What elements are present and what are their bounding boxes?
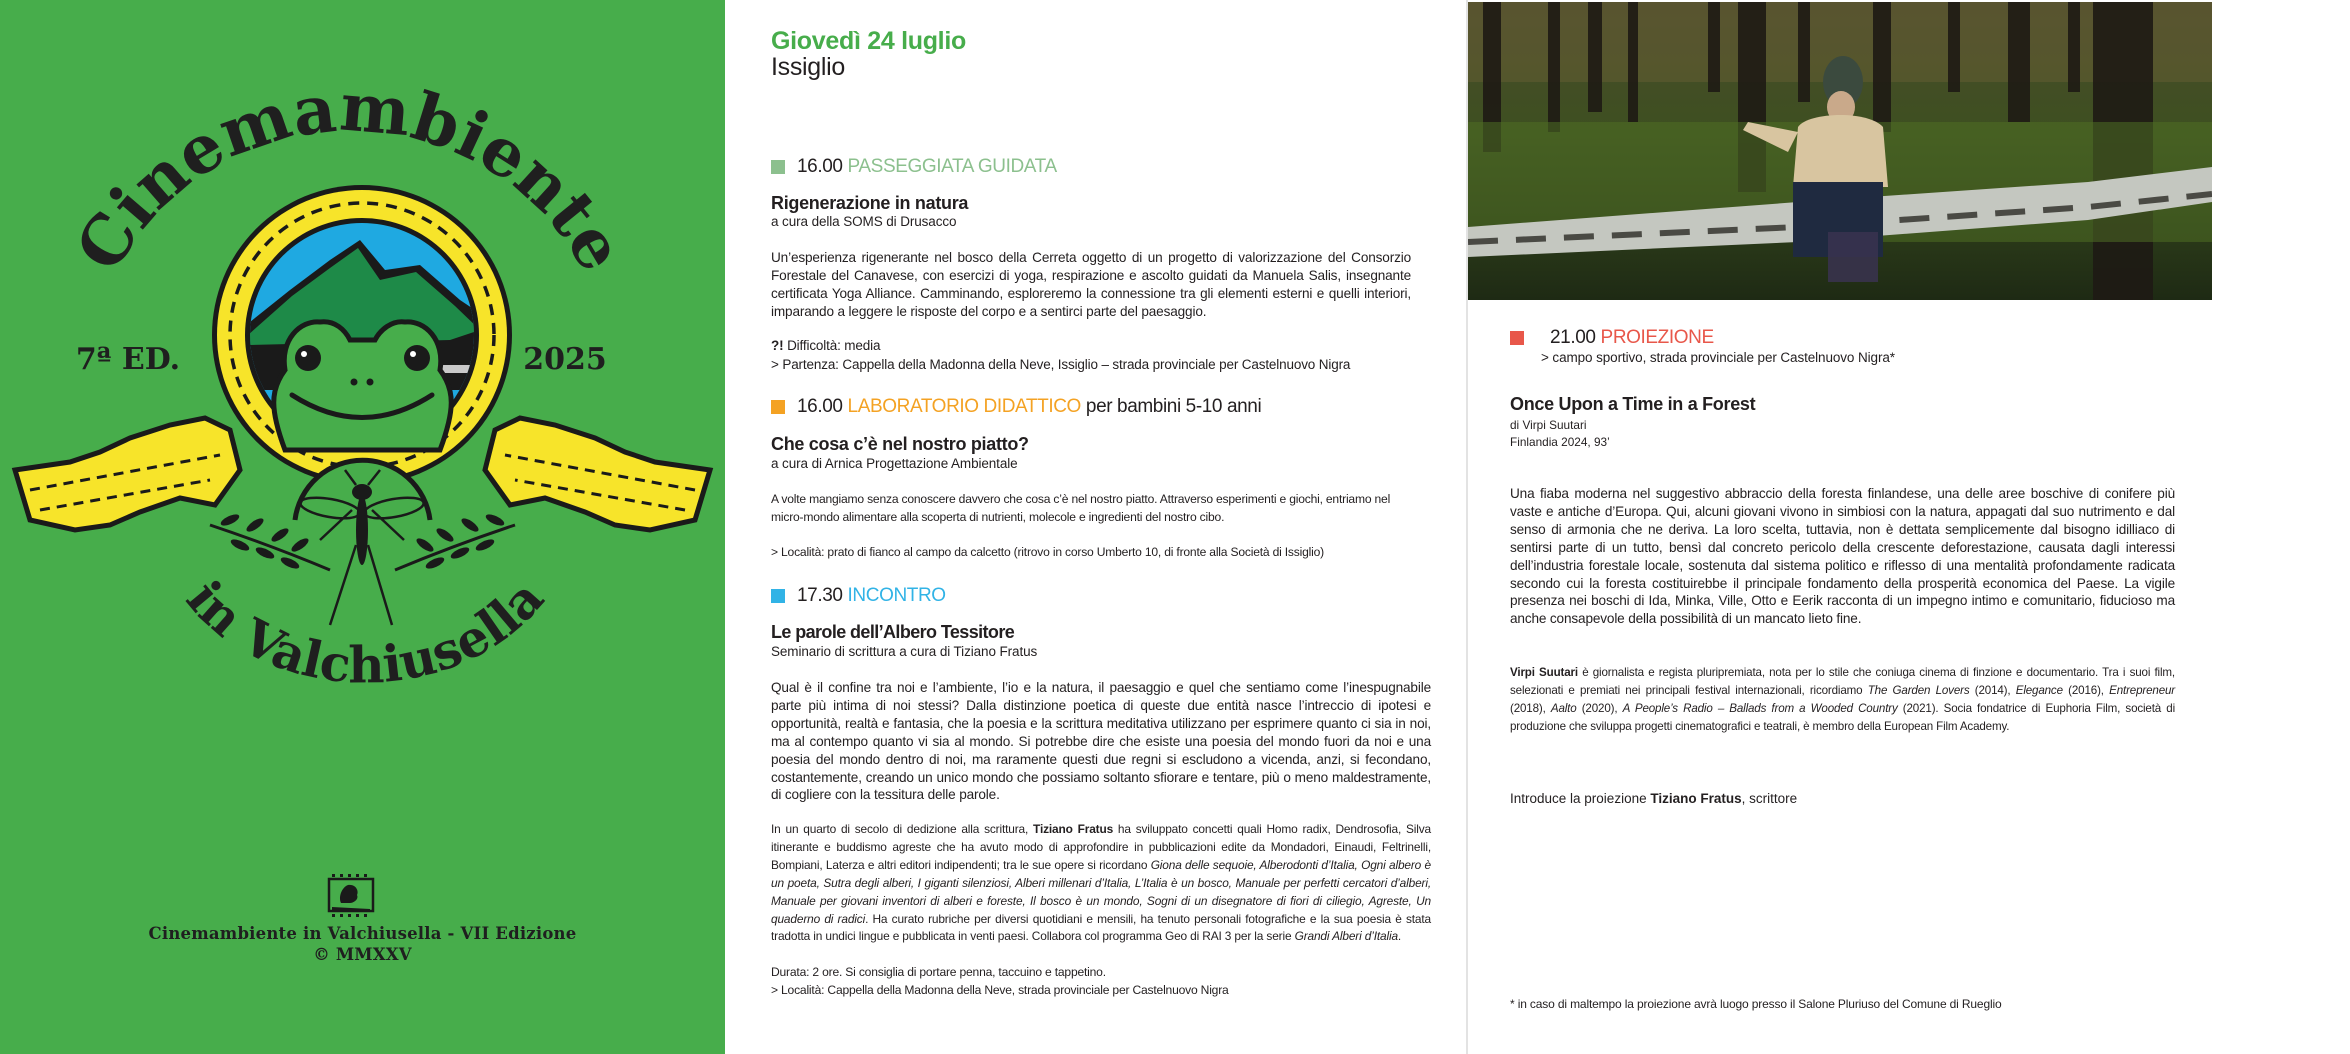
intro-suffix: , scrittore bbox=[1741, 791, 1798, 806]
event-audience: per bambini 5-10 anni bbox=[1085, 396, 1262, 417]
difficulty-text: Difficoltà: media bbox=[787, 338, 881, 353]
film-director: di Virpi Suutari bbox=[1510, 418, 1587, 432]
bio-year: (2016), bbox=[2062, 683, 2110, 697]
film-title: Once Upon a Time in a Forest bbox=[1510, 394, 1756, 414]
event-difficulty bbox=[771, 337, 880, 355]
cover-panel bbox=[0, 0, 725, 1054]
laurel-left bbox=[210, 512, 330, 571]
bio-year: (2021). Socia fondatrice di Euphoria Film, società di produzione che sviluppa progetti cinematografici e teatrali, è membro della European Film Academy. bbox=[1510, 701, 2175, 733]
film-ribbon-left bbox=[15, 418, 240, 530]
bio-film: Entrepreneur bbox=[2109, 683, 2176, 697]
event-time: 16.00 bbox=[797, 396, 843, 417]
event-subtitle: Seminario di scrittura a cura di Tiziano Fratus bbox=[771, 644, 1038, 659]
speaker-bio bbox=[771, 821, 1431, 946]
frog-mascot bbox=[274, 322, 452, 450]
logo-title-bottom: in Valchiusella bbox=[175, 568, 555, 695]
event-type: PASSEGGIATA GUIDATA bbox=[847, 156, 1057, 177]
event-title: Che cosa c’è nel nostro piatto? bbox=[771, 434, 1029, 454]
film-synopsis: Una fiaba moderna nel suggestivo abbraccio della foresta finlandese, una delle aree boschive di conifere più vaste e antiche d’Europa. Qui, alcuni giovani vivono in simbiosi con la natura, appagati dal suo nutrimento e dal senso di armonia che ne deriva. La loro scelta, tuttavia, non è dettata semplicemente dal bisogno idilliaco di sentirsi parte di un tutto, bensì dal concreto pericolo della crescente deforestazione, causata dagli interessi dell’industria forestale locale, sostenuta dal sistema politico e riflesso di una mentalità profondamente radicata secondo cui la foresta costituirebbe il principale fondamento della prosperità economica del Paese. La vigile presenza nei boschi di Ida, Minka, Ville, Otto e Eerik racconta di un impegno intimo e comunitario, fiducioso ma anche consapevole della possibilità di un mancato lieto fine. bbox=[1510, 486, 2175, 627]
bio-film: Aalto bbox=[1550, 701, 1577, 715]
event-description: Qual è il confine tra noi e l’ambiente, l’io e la natura, il paesaggio e quel che sentiamo come l’inespugnabile parte più intima di noi stessi? Dalla distinzione poetica di queste due entità nasce l’intreccio di ipotesi e opportunità, realtà e fantasia, che la poesia e la scrittura meditativa utilizzano per esprimere quanto ci sia in noi, ma al contempo quanto vi sia al mondo. Si potrebbe dire che esiste una poesia del mondo fuori da noi e una poesia del mondo dentro di noi, ma raramente questi due regni si escludono a vicenda, anzi, si fecondano, costantemente, creando un unico mondo che possiamo soltanto sfiorare e tentare, più o meno maldestramente, di cogliere con la tessitura delle parole. bbox=[771, 680, 1431, 803]
projection-venue: > campo sportivo, strada provinciale per Castelnuovo Nigra* bbox=[1541, 350, 1895, 365]
event-header-talk bbox=[771, 585, 946, 607]
director-bio bbox=[1510, 664, 2175, 736]
category-square-icon bbox=[1510, 331, 1524, 345]
bio-year: (2018), bbox=[1510, 701, 1551, 715]
film-still-photo bbox=[1468, 2, 2212, 300]
start-text: Partenza: Cappella della Madonna della Neve, Issiglio – strada provinciale per Castelnuovo Nigra bbox=[782, 357, 1351, 372]
bio-text: è giornalista e regista pluripremiata, nota per lo stile che coniuga cinema di finzione e documentario. Tra i suoi film, selezionati e premiati nei principali festival internazionali, ricordiamo bbox=[1510, 666, 2175, 697]
arrow-marker: > bbox=[771, 357, 779, 372]
event-type: INCONTRO bbox=[847, 585, 946, 606]
bio-film: Elegance bbox=[2015, 683, 2063, 697]
intro-name: Tiziano Fratus bbox=[1650, 791, 1742, 806]
category-square-icon bbox=[771, 160, 785, 174]
bio-name: Virpi Suutari bbox=[1510, 666, 1578, 679]
bio-film: The Garden Lovers bbox=[1867, 683, 1970, 697]
bio-text: ha sviluppato concetti quali Homo radix, Dendrosofia, Silva itinerante e buddismo agreste che ha avuto modo di approfondire in pubblicazioni edite da Mondadori, Einaudi, Feltrinelli, Bompiani, Laterza e altri editori indipendenti; tra le sue opere si ricordano bbox=[771, 822, 1431, 872]
footer-edition-line: Cinemambiente in Valchiusella - VII Edizione bbox=[148, 924, 577, 943]
event-location: > Località: prato di fianco al campo da calcetto (ritrovo in corso Umberto 10, di fronte alla Società di Issiglio) bbox=[771, 545, 1324, 559]
event-start bbox=[771, 356, 1350, 374]
mosquito-emblem bbox=[295, 460, 430, 625]
event-time: 17.30 bbox=[797, 585, 843, 606]
category-square-icon bbox=[771, 589, 785, 603]
film-ribbon-right bbox=[485, 418, 710, 530]
difficulty-marker: ?! bbox=[771, 338, 784, 353]
event-time: 16.00 bbox=[797, 156, 843, 177]
bio-year: (2020), bbox=[1576, 701, 1623, 715]
event-description: A volte mangiamo senza conoscere davvero che cosa c’è nel nostro piatto. Attraverso esperimenti e giochi, entriamo nel micro-mondo alimentare alla scoperta di nutrienti, molecole e ingredienti del nostro cibo. bbox=[771, 492, 1391, 524]
event-type: LABORATORIO DIDATTICO bbox=[847, 396, 1081, 417]
festival-logo bbox=[0, 0, 725, 700]
weather-footnote: * in caso di maltempo la proiezione avrà luogo presso il Salone Pluriuso del Comune di Rueglio bbox=[1510, 997, 2002, 1011]
event-title: Le parole dell’Albero Tessitore bbox=[771, 622, 1015, 642]
category-square-icon bbox=[771, 400, 785, 414]
forest-photo-illustration bbox=[1468, 2, 2212, 300]
event-title: Rigenerazione in natura bbox=[771, 193, 969, 213]
event-location: > Località: Cappella della Madonna della Neve, strada provinciale per Castelnuovo Nigra bbox=[771, 983, 1229, 997]
bio-intro: In un quarto di secolo di dedizione alla scrittura, bbox=[771, 822, 1034, 836]
bio-name: Tiziano Fratus bbox=[1033, 822, 1114, 836]
laurel-right bbox=[395, 512, 515, 571]
film-country-year: Finlandia 2024, 93’ bbox=[1510, 435, 1610, 449]
bio-film: A People’s Radio – Ballads from a Wooded Country bbox=[1622, 701, 1898, 715]
intro-prefix: Introduce la proiezione bbox=[1510, 791, 1651, 806]
bio-works: Giona delle sequoie, Alberodonti d’Italia, Ogni albero è un poeta, Sutra degli alberi, I giganti silenziosi, Alberi millenari d’Italia, L’Italia è un bosco, Manuale per perfetti cercatori d’alberi, Manuale per giovani inventori di alberi e foreste, Il bosco è un mondo, Sogni di un disegnatore di fiori di ciliegio, Agreste, Un quaderno di radici bbox=[771, 857, 1431, 926]
event-description: Un’esperienza rigenerante nel bosco della Cerreta oggetto di un progetto di valorizzazione del Consorzio Forestale del Canavese, con esercizi di yoga, respirazione e ascolto guidati da Manuela Salis, insegnante certificata Yoga Alliance. Camminando, esploreremo la connessione tra gli elementi esterni e quelli interiori, imparando a leggere le risposte del corpo e a sentirci parte del paesaggio. bbox=[771, 250, 1411, 319]
film-frame-tree-icon bbox=[326, 873, 376, 919]
event-header-walk bbox=[771, 156, 1057, 178]
day-date: Giovedì 24 luglio bbox=[771, 27, 966, 55]
event-type: PROIEZIONE bbox=[1600, 327, 1714, 348]
logo-title-top: Cinemambiente bbox=[60, 67, 641, 284]
bio-series: Grandi Alberi d’Italia bbox=[1294, 929, 1398, 944]
day-place: Issiglio bbox=[771, 53, 846, 81]
event-header-workshop bbox=[771, 396, 1261, 418]
edition-label: 7ª ED. bbox=[75, 342, 181, 377]
bio-text-2: . Ha curato rubriche per diversi quotidiani e mensili, ha tenuto personali fotografiche e la sua poesia è stata tradotta in undici lingue e pubblicata in venti paesi. Collabora col programma Geo di RAI 3 per la serie bbox=[771, 911, 1431, 944]
event-header-projection bbox=[1510, 327, 1714, 349]
year-label: 2025 bbox=[523, 342, 607, 377]
bio-end: . bbox=[1397, 929, 1402, 944]
bio-year: (2014), bbox=[1969, 683, 2016, 697]
footer-copyright: © MMXXV bbox=[313, 945, 412, 964]
event-subtitle: a cura della SOMS di Drusacco bbox=[771, 214, 957, 229]
event-subtitle: a cura di Arnica Progettazione Ambientale bbox=[771, 456, 1018, 471]
event-duration: Durata: 2 ore. Si consiglia di portare penna, taccuino e tappetino. bbox=[771, 965, 1106, 979]
projection-introducer bbox=[1510, 791, 1797, 806]
event-time: 21.00 bbox=[1550, 327, 1596, 348]
